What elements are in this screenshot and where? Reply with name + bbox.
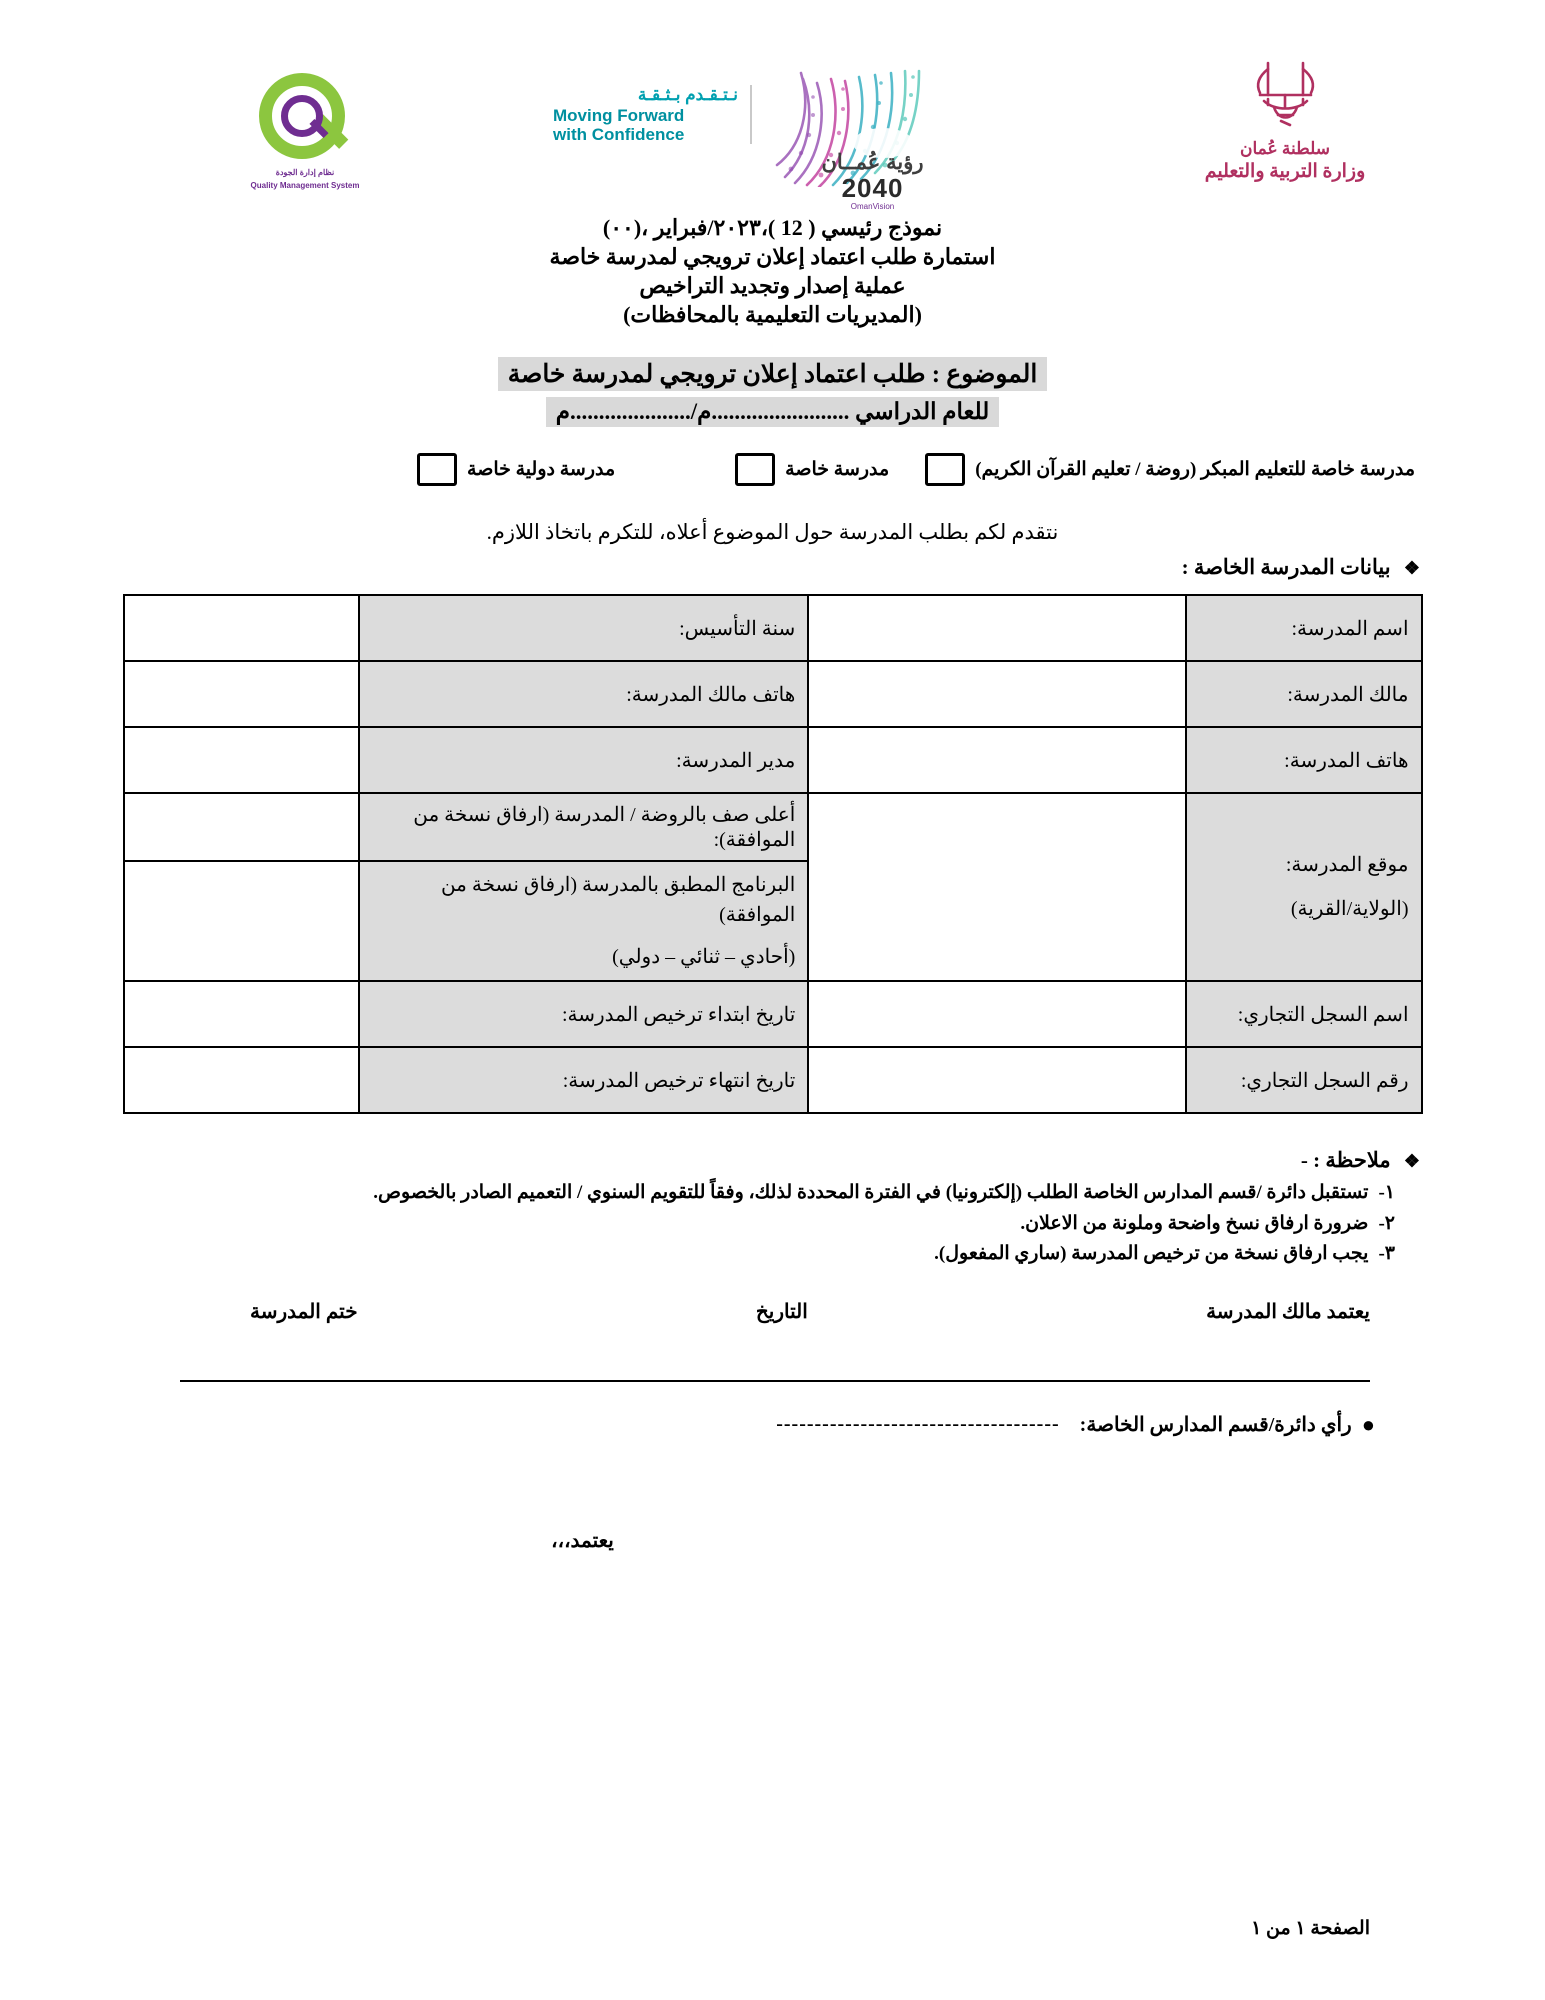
header-logos [0, 55, 1545, 211]
field-label-license-end-date: تاريخ انتهاء ترخيص المدرسة: [359, 1047, 809, 1113]
field-value-school-name[interactable] [808, 595, 1186, 661]
notes-heading-text: ملاحظة : - [1300, 1148, 1391, 1173]
vision-brand-en: OmanVision [850, 202, 895, 211]
notes-list [125, 1179, 1395, 1269]
title-line-process: عملية إصدار وتجديد التراخيص [639, 273, 906, 299]
ministry-name: وزارة التربية والتعليم [1204, 161, 1366, 182]
moving-forward-tagline [553, 85, 752, 144]
school-type-option-private[interactable] [735, 453, 889, 486]
qms-caption-en: Quality Management System [250, 181, 360, 190]
school-type-option-international[interactable] [417, 453, 615, 486]
ministry-country-name: سلطنة عُمان [1240, 139, 1330, 158]
field-label-school-owner: مالك المدرسة: [1186, 661, 1421, 727]
field-label-school-principal: مدير المدرسة: [359, 727, 809, 793]
applied-program-label-line2: (أحادي – ثنائي – دولي) [612, 946, 796, 969]
note-text: تستقبل دائرة /قسم المدارس الخاصة الطلب (إلكترونيا) في الفترة المحددة لذلك، وفقاً للتقويم السنوي / التعميم الصادر بالخصوص. [373, 1182, 1369, 1204]
field-label-school-name: اسم المدرسة: [1186, 595, 1421, 661]
list-item [125, 1240, 1395, 1269]
tagline-english-line1: Moving Forward [553, 106, 685, 125]
vision-year: 2040 [841, 173, 904, 203]
field-label-founding-year: سنة التأسيس: [359, 595, 809, 661]
department-opinion-blank[interactable]: ------------------------------------- [776, 1413, 1060, 1436]
section-divider [180, 1380, 1370, 1382]
quality-management-system-logo [230, 73, 380, 191]
table-row [124, 1047, 1422, 1113]
vision-text-block [765, 150, 980, 211]
applied-program-label-line1: البرنامج المطبق بالمدرسة (ارفاق نسخة من الموافقة) [440, 874, 796, 927]
list-item [125, 1179, 1395, 1208]
field-label-commercial-register-name: اسم السجل التجاري: [1186, 981, 1421, 1047]
intro-paragraph: نتقدم لكم بطلب المدرسة حول الموضوع أعلاه، للتكرم باتخاذ اللازم. [486, 520, 1059, 545]
school-data-section-heading [0, 555, 1420, 580]
tagline-arabic: نـتـقـدم بـثـقـة [637, 85, 738, 104]
subject-text: الموضوع : طلب اعتماد إعلان ترويجي لمدرسة خاصة [498, 357, 1048, 391]
school-data-heading-text: بيانات المدرسة الخاصة : [1181, 555, 1391, 580]
field-label-license-start-date: تاريخ ابتداء ترخيص المدرسة: [359, 981, 809, 1047]
checkbox-international-school[interactable] [417, 453, 457, 486]
field-label-school-location [1186, 793, 1421, 981]
field-value-applied-program[interactable] [124, 861, 359, 981]
note-text: ضرورة ارفاق نسخ واضحة وملونة من الاعلان. [1020, 1212, 1369, 1234]
vision-brand-ar: رؤية عُمــان [821, 151, 924, 174]
checkbox-early-education[interactable] [925, 453, 965, 486]
table-row [124, 793, 1422, 861]
oman-khanjar-emblem-icon [1238, 55, 1333, 133]
signature-stamp-label: ختم المدرسة [250, 1300, 358, 1323]
school-type-label-early-education: مدرسة خاصة للتعليم المبكر (روضة / تعليم القرآن الكريم) [975, 459, 1415, 481]
table-row [124, 727, 1422, 793]
department-opinion-label: رأي دائرة/قسم المدارس الخاصة: [1079, 1414, 1352, 1437]
field-value-owner-phone[interactable] [124, 661, 359, 727]
field-label-owner-phone: هاتف مالك المدرسة: [359, 661, 809, 727]
list-item [125, 1210, 1395, 1239]
field-label-highest-grade: أعلى صف بالروضة / المدرسة (ارفاق نسخة من الموافقة): [359, 793, 809, 861]
table-row [124, 661, 1422, 727]
diamond-bullet-icon: ❖ [1403, 1151, 1420, 1172]
page-number-footer: الصفحة ١ من ١ [1251, 1918, 1370, 1939]
note-text: يجب ارفاق نسخة من ترخيص المدرسة (ساري المفعول). [934, 1243, 1369, 1265]
qms-caption-ar: نظام إدارة الجودة [275, 168, 335, 177]
field-value-commercial-register-name[interactable] [808, 981, 1186, 1047]
table-row [124, 595, 1422, 661]
note-number: ١- [1378, 1182, 1395, 1204]
notes-heading [0, 1148, 1420, 1173]
field-value-founding-year[interactable] [124, 595, 359, 661]
bullet-dot-icon: ● [1361, 1411, 1375, 1437]
field-value-commercial-register-number[interactable] [808, 1047, 1186, 1113]
field-label-school-phone: هاتف المدرسة: [1186, 727, 1421, 793]
oman-vision-2040-logo [553, 55, 980, 211]
title-line-form-name: استمارة طلب اعتماد إعلان ترويجي لمدرسة خاصة [549, 244, 996, 270]
department-opinion-row [0, 1412, 1375, 1438]
school-type-checkbox-group [160, 453, 1415, 486]
field-value-school-location[interactable] [808, 793, 1186, 981]
approved-label: يعتمد،،، [551, 1529, 614, 1552]
field-value-highest-grade[interactable] [124, 793, 359, 861]
note-number: ٢- [1378, 1212, 1395, 1234]
title-line-form-number: نموذج رئيسي ( 12 )،٢٠٢٣/فبراير ،(٠٠) [602, 215, 943, 240]
field-value-school-owner[interactable] [808, 661, 1186, 727]
diamond-bullet-icon: ❖ [1403, 558, 1420, 579]
academic-year-section [0, 397, 1545, 427]
academic-year-field: للعام الدراسي ........................م/.....................م [546, 397, 1000, 427]
school-location-label-line2: (الولاية/القرية) [1290, 898, 1409, 921]
signature-date-label: التاريخ [755, 1300, 808, 1323]
school-type-label-private: مدرسة خاصة [785, 459, 890, 481]
signature-row [250, 1299, 1370, 1324]
field-label-applied-program [359, 861, 809, 981]
checkbox-private-school[interactable] [735, 453, 775, 486]
qms-mark-icon [251, 73, 359, 165]
school-type-label-international: مدرسة دولية خاصة [467, 459, 616, 481]
ministry-of-education-logo [1175, 55, 1395, 183]
title-line-scope: (المديريات التعليمية بالمحافظات) [623, 302, 922, 328]
table-row [124, 981, 1422, 1047]
school-data-table [123, 594, 1423, 1114]
note-number: ٣- [1378, 1243, 1395, 1265]
subject-section [0, 357, 1545, 391]
school-type-option-early-education[interactable] [925, 453, 1415, 486]
signature-owner-label: يعتمد مالك المدرسة [1206, 1300, 1370, 1323]
field-label-commercial-register-number: رقم السجل التجاري: [1186, 1047, 1421, 1113]
field-value-license-end-date[interactable] [124, 1047, 359, 1113]
document-title-block [0, 213, 1545, 329]
field-value-school-phone[interactable] [808, 727, 1186, 793]
field-value-license-start-date[interactable] [124, 981, 359, 1047]
field-value-school-principal[interactable] [124, 727, 359, 793]
school-location-label-line1: موقع المدرسة: [1285, 854, 1409, 877]
tagline-english-line2: with Confidence [553, 125, 685, 145]
